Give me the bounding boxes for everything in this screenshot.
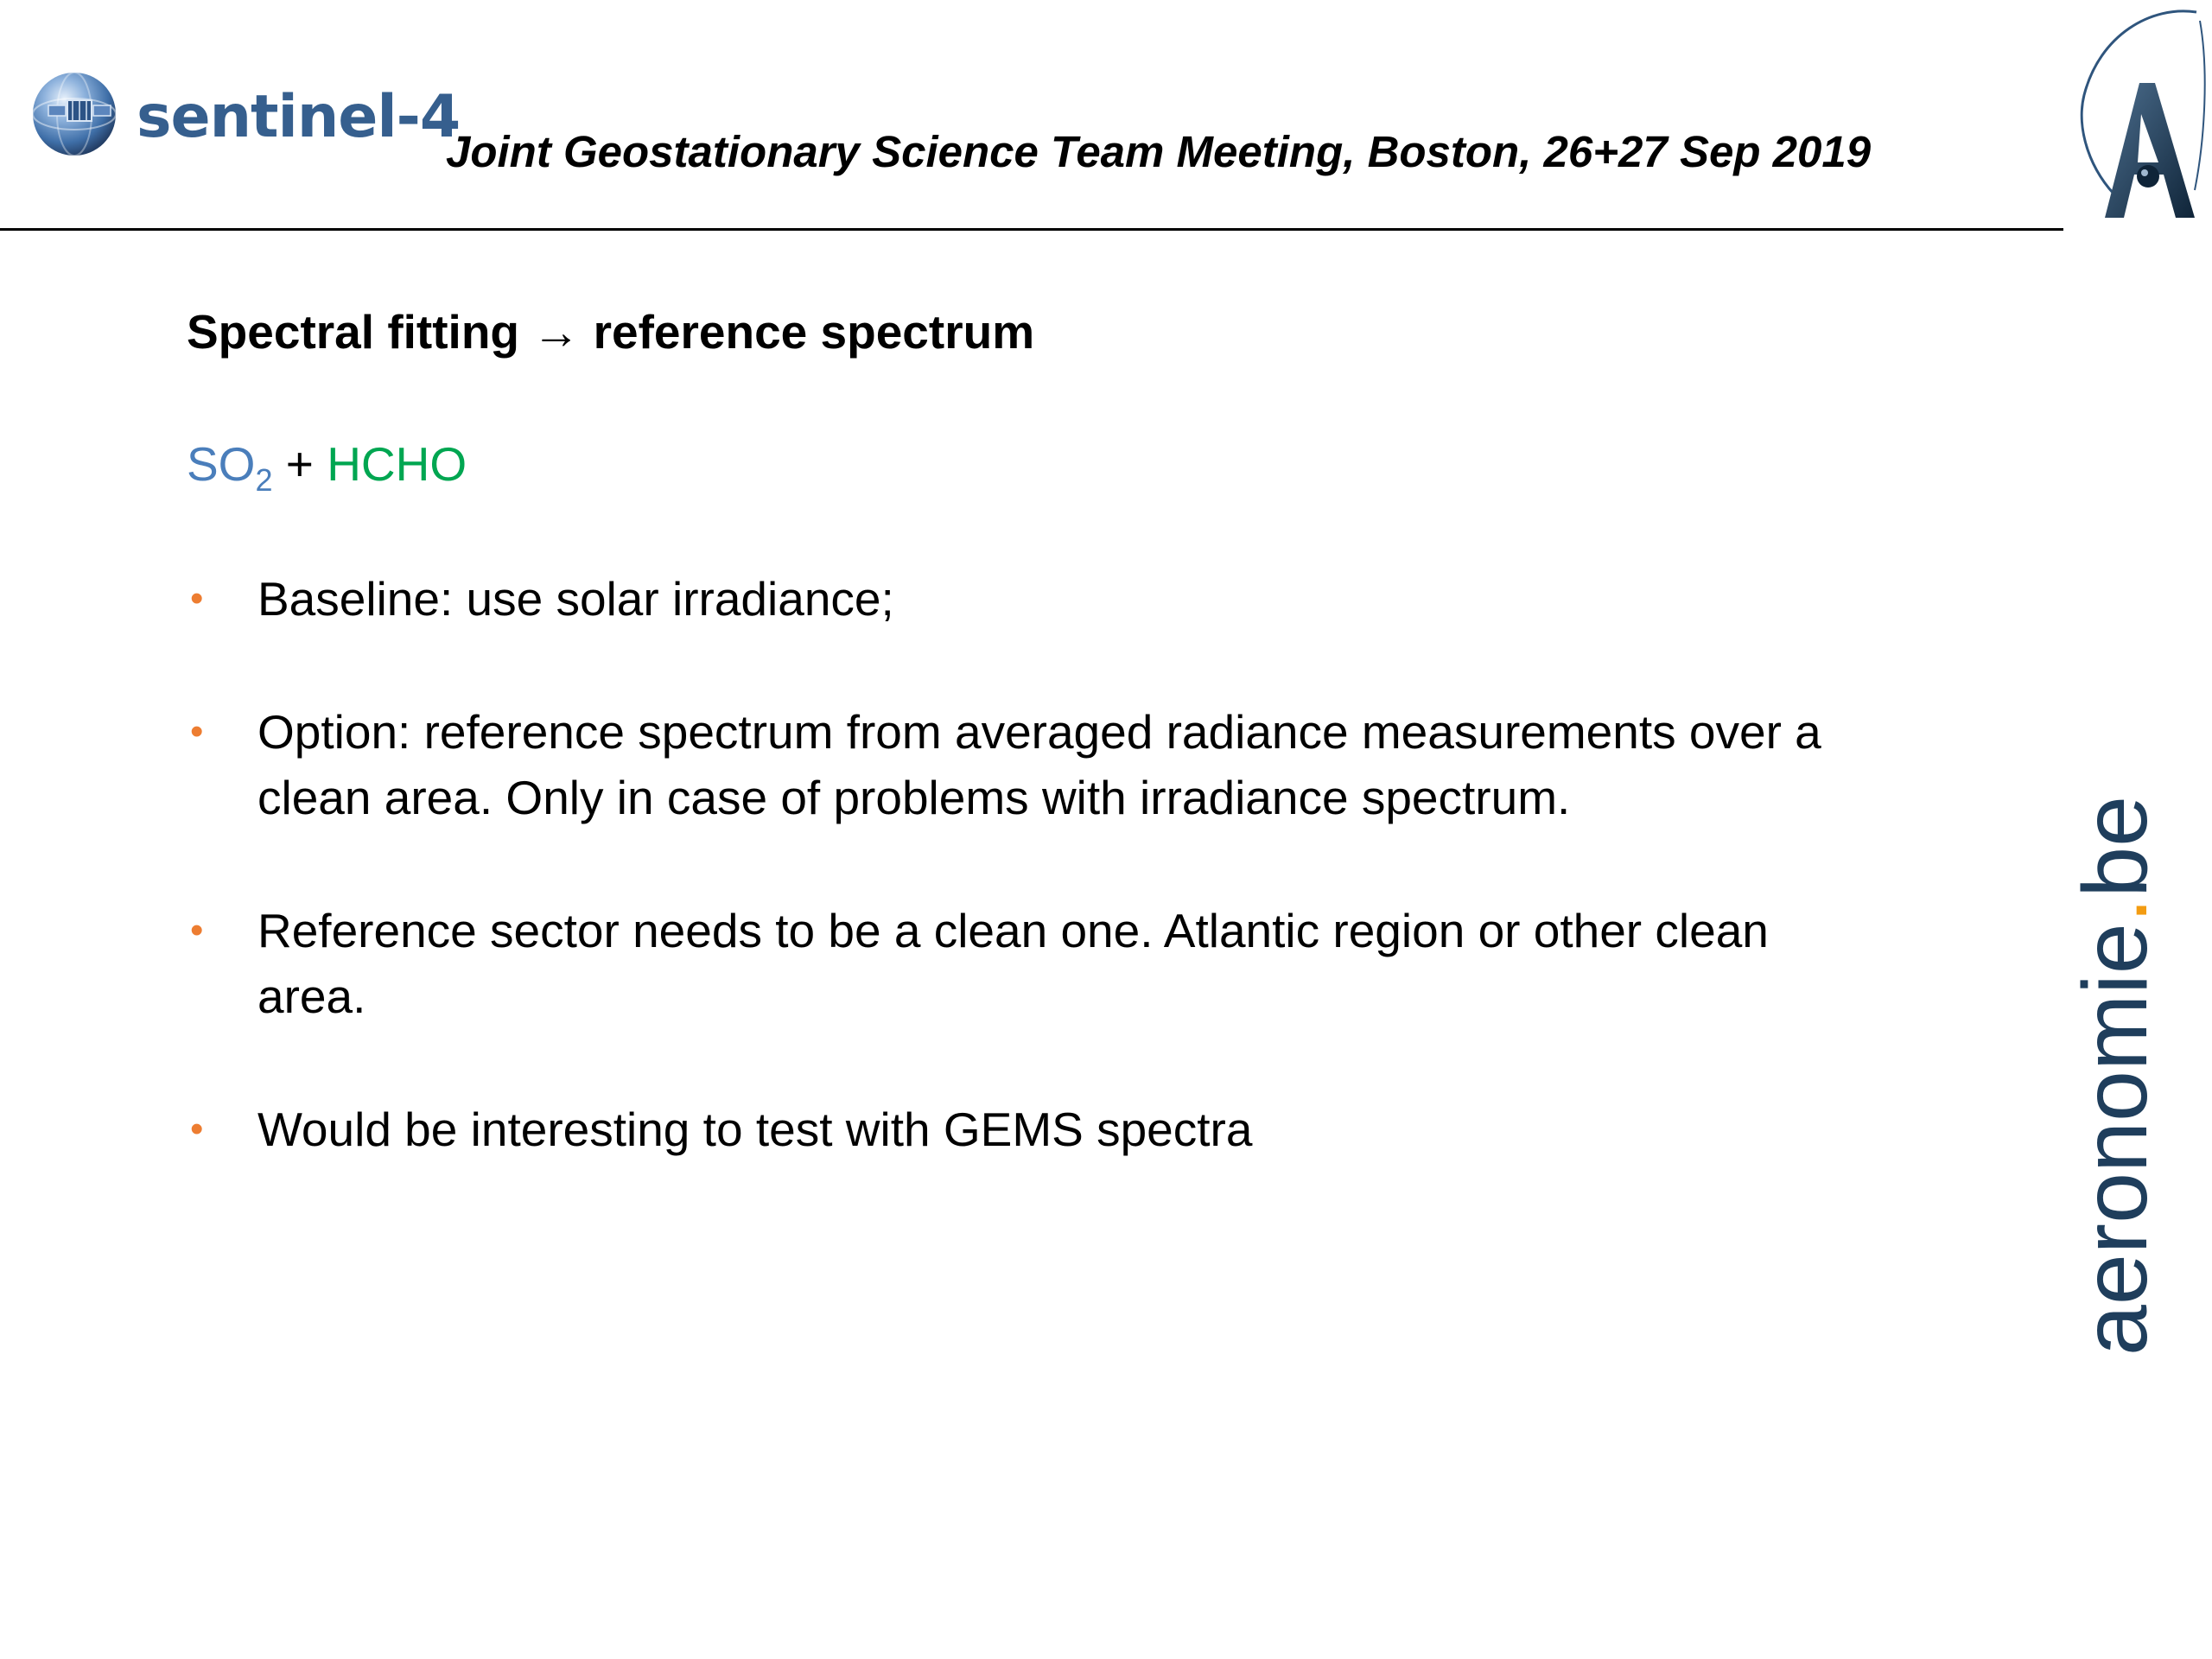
so2-base: SO [187, 437, 256, 491]
bullet-item [187, 898, 1846, 1029]
species-line [187, 436, 467, 498]
header-divider [0, 228, 2063, 231]
bullet-text: Would be interesting to test with GEMS spectra [257, 1103, 1253, 1156]
meeting-title: Joint Geostationary Science Team Meeting, Boston, 26+27 Sep 2019 [446, 127, 1872, 176]
brand-tld: be [2064, 795, 2166, 898]
bullet-text: Baseline: use solar irradiance; [257, 572, 894, 626]
brand-dot: . [2064, 897, 2166, 924]
bullet-icon: • [190, 1108, 204, 1150]
hcho-label: HCHO [327, 437, 467, 491]
slide-header [0, 0, 2212, 232]
bullet-item [187, 699, 1846, 830]
so2-label [187, 437, 273, 498]
bullet-icon: • [190, 577, 204, 620]
sentinel-4-logo [29, 69, 461, 164]
brand-name: aeronomie [2064, 923, 2166, 1357]
aeronomie-emblem-icon [2065, 0, 2212, 228]
bullet-list [187, 566, 1846, 1162]
bullet-icon: • [190, 710, 204, 753]
bullet-item [187, 566, 1846, 632]
bullet-item [187, 1096, 1846, 1162]
bullet-text: Reference sector needs to be a clean one. Atlantic region or other clean area. [257, 904, 1769, 1023]
aeronomie-brand-text [2064, 795, 2166, 1357]
bullet-icon: • [190, 909, 204, 951]
sentinel-globe-icon [29, 69, 119, 159]
slide-heading: Spectral fitting → reference spectrum [187, 305, 1035, 359]
so2-subscript: 2 [255, 462, 273, 498]
bullet-text: Option: reference spectrum from averaged radiance measurements over a clean area. Only in case of problems with irradiance spectrum. [257, 705, 1821, 824]
plus-sign: + [272, 437, 327, 491]
sentinel-4-wordmark: sentinel-4 [137, 83, 461, 151]
